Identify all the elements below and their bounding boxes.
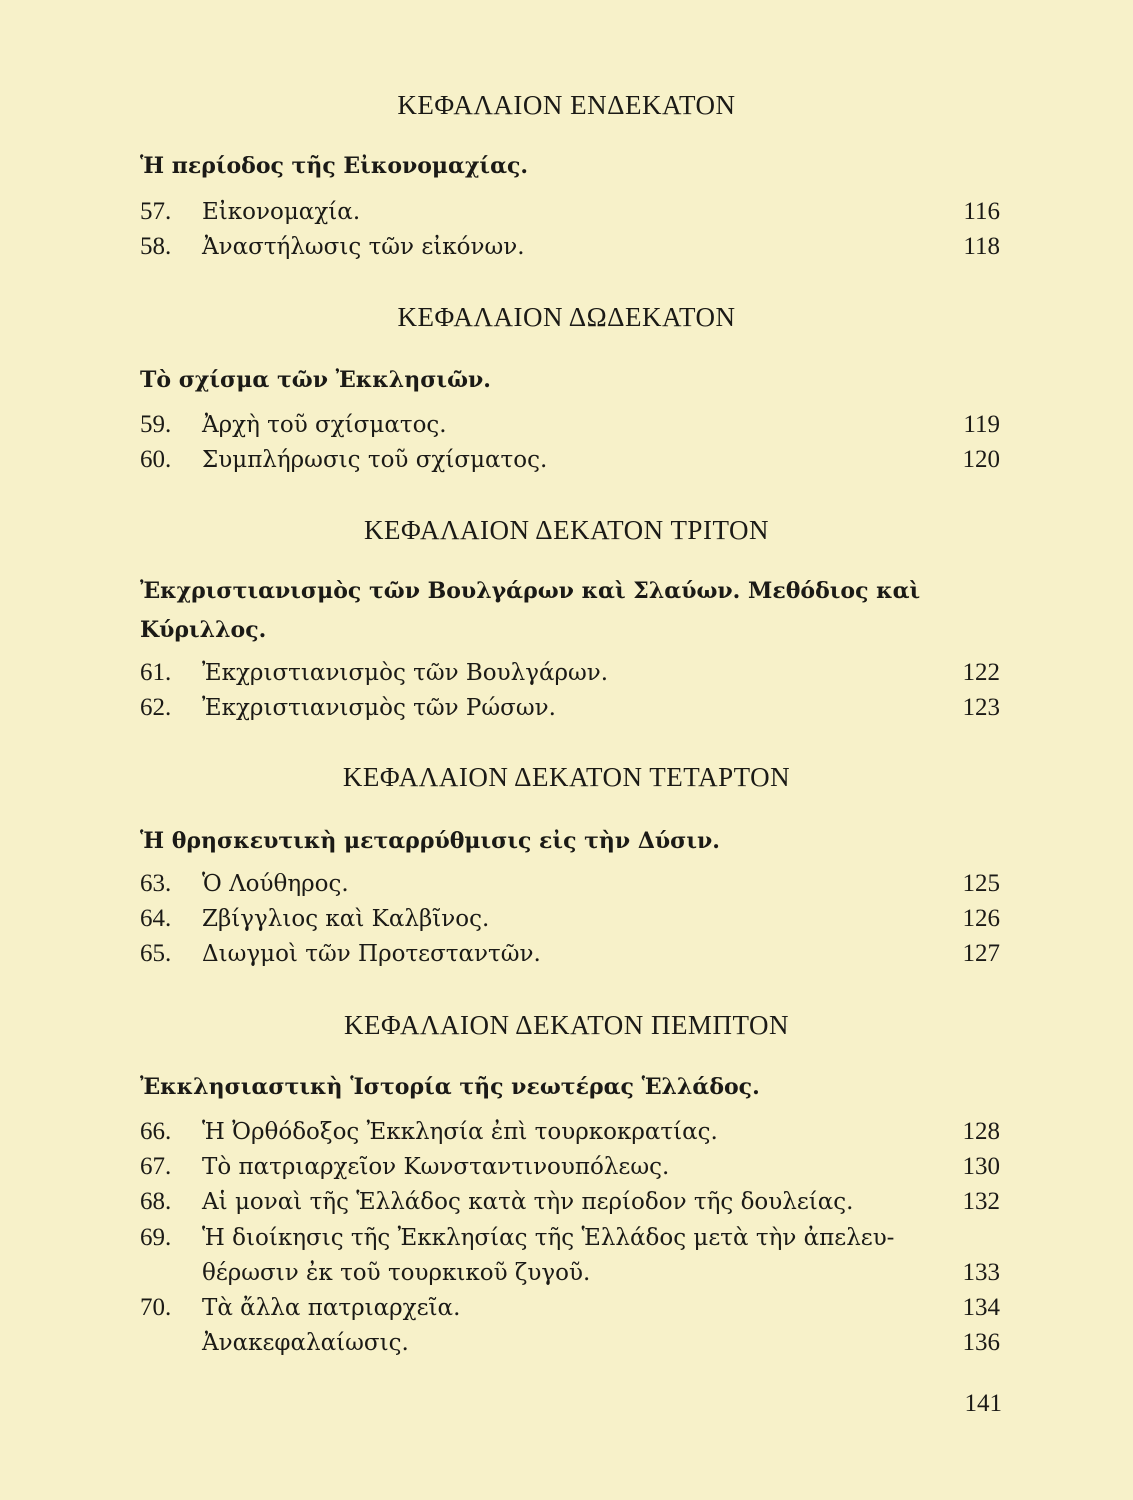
entry-number: 59. <box>140 411 172 438</box>
toc-entry <box>140 443 1000 477</box>
entry-title: Εἰκονομαχία. <box>202 199 361 225</box>
entry-title: Ὁ Λούθηρος. <box>202 871 349 897</box>
entry-page: 136 <box>962 1329 1000 1356</box>
entry-number: 63. <box>140 870 172 897</box>
entry-title: Ἡ διοίκησις τῆς Ἐκκλησίας τῆς Ἑλλάδος μετὰ τὴν ἀπελευ- <box>202 1225 895 1251</box>
entry-number: 67. <box>140 1153 172 1180</box>
chapter-subtitle: Ἡ θρησκευτικὴ μεταρρύθμισις εἰς τὴν Δύσιν. <box>140 828 720 854</box>
entry-page: 116 <box>963 198 1000 225</box>
chapter-subtitle: Ἐκκλησιαστικὴ Ἱστορία τῆς νεωτέρας Ἑλλάδος. <box>140 1074 760 1100</box>
entry-number: 58. <box>140 233 172 260</box>
entry-title: Τὰ ἄλλα πατριαρχεῖα. <box>202 1295 461 1321</box>
toc-entry <box>140 408 1000 442</box>
toc-entry <box>140 1185 1000 1219</box>
entry-page: 122 <box>962 659 1000 686</box>
chapter-heading: ΚΕΦΑΛΑΙΟΝ ΔΕΚΑΤΟΝ ΤΡΙΤΟΝ <box>364 515 769 545</box>
toc-entry <box>140 195 1000 229</box>
entry-page: 130 <box>962 1153 1000 1180</box>
entry-page: 133 <box>962 1259 1000 1286</box>
toc-entry <box>140 1150 1000 1184</box>
toc-entry <box>140 1221 1000 1255</box>
entry-page: 127 <box>962 940 1000 967</box>
entry-title: Διωγμοὶ τῶν Προτεσταντῶν. <box>202 941 541 967</box>
toc-entry <box>140 1115 1000 1149</box>
chapter-heading: ΚΕΦΑΛΑΙΟΝ ΔΩΔΕΚΑΤΟΝ <box>397 302 736 332</box>
entry-number: 65. <box>140 940 172 967</box>
entry-page: 132 <box>962 1188 1000 1215</box>
entry-page: 119 <box>963 411 1000 438</box>
entry-page: 120 <box>962 446 1000 473</box>
entry-page: 123 <box>962 694 1000 721</box>
toc-entry-continuation <box>140 1256 1000 1290</box>
entry-title: Ἀνακεφαλαίωσις. <box>202 1330 409 1356</box>
entry-title: Ἀναστήλωσις τῶν εἰκόνων. <box>202 234 525 260</box>
chapter-subtitle: Τὸ σχίσμα τῶν Ἐκκλησιῶν. <box>140 367 491 393</box>
chapter-heading: ΚΕΦΑΛΑΙΟΝ ΔΕΚΑΤΟΝ ΤΕΤΑΡΤΟΝ <box>342 762 791 792</box>
entry-title: Ἀρχὴ τοῦ σχίσματος. <box>202 412 447 438</box>
chapter-subtitle: Ἡ περίοδος τῆς Εἰκονομαχίας. <box>140 153 529 179</box>
entry-number: 60. <box>140 446 172 473</box>
page-number: 141 <box>964 1390 1002 1417</box>
toc-entry <box>140 691 1000 725</box>
entry-title: Ἐκχριστιανισμὸς τῶν Βουλγάρων. <box>202 660 609 686</box>
entry-page: 126 <box>962 905 1000 932</box>
entry-page: 125 <box>962 870 1000 897</box>
chapter-heading: ΚΕΦΑΛΑΙΟΝ ΕΝΔΕΚΑΤΟΝ <box>397 90 736 120</box>
entry-number: 57. <box>140 198 172 225</box>
entry-page: 118 <box>963 233 1000 260</box>
chapter-heading: ΚΕΦΑΛΑΙΟΝ ΔΕΚΑΤΟΝ ΠΕΜΠΤΟΝ <box>344 1010 789 1040</box>
chapter-subtitle-line1: Ἐκχριστιανισμὸς τῶν Βουλγάρων καὶ Σλαύων. Μεθόδιος καὶ <box>140 578 921 604</box>
toc-entry <box>140 867 1000 901</box>
entry-page: 128 <box>962 1118 1000 1145</box>
entry-number: 64. <box>140 905 172 932</box>
toc-entry <box>140 1291 1000 1325</box>
entry-number: 62. <box>140 694 172 721</box>
entry-title: Ζβίγγλιος καὶ Καλβῖνος. <box>202 906 490 932</box>
toc-entry <box>140 937 1000 971</box>
entry-number: 70. <box>140 1294 172 1321</box>
entry-title: Συμπλήρωσις τοῦ σχίσματος. <box>202 447 548 473</box>
entry-title: Ἡ Ὀρθόδοξος Ἐκκλησία ἐπὶ τουρκοκρατίας. <box>202 1119 718 1145</box>
entry-title-continuation: θέρωσιν ἐκ τοῦ τουρκικοῦ ζυγοῦ. <box>202 1260 591 1286</box>
toc-entry <box>140 656 1000 690</box>
entry-number: 68. <box>140 1188 172 1215</box>
toc-entry <box>140 230 1000 264</box>
entry-title: Ἐκχριστιανισμὸς τῶν Ρώσων. <box>202 695 556 721</box>
toc-entry <box>140 1326 1000 1360</box>
entry-number: 61. <box>140 659 172 686</box>
entry-page: 134 <box>962 1294 1000 1321</box>
toc-entry <box>140 902 1000 936</box>
entry-number: 69. <box>140 1224 172 1251</box>
entry-title: Τὸ πατριαρχεῖον Κωνσταντινουπόλεως. <box>202 1154 670 1180</box>
chapter-subtitle-line2: Κύριλλος. <box>140 617 267 643</box>
entry-number: 66. <box>140 1118 172 1145</box>
entry-title: Αἱ μοναὶ τῆς Ἑλλάδος κατὰ τὴν περίοδον τῆς δουλείας. <box>202 1189 854 1215</box>
